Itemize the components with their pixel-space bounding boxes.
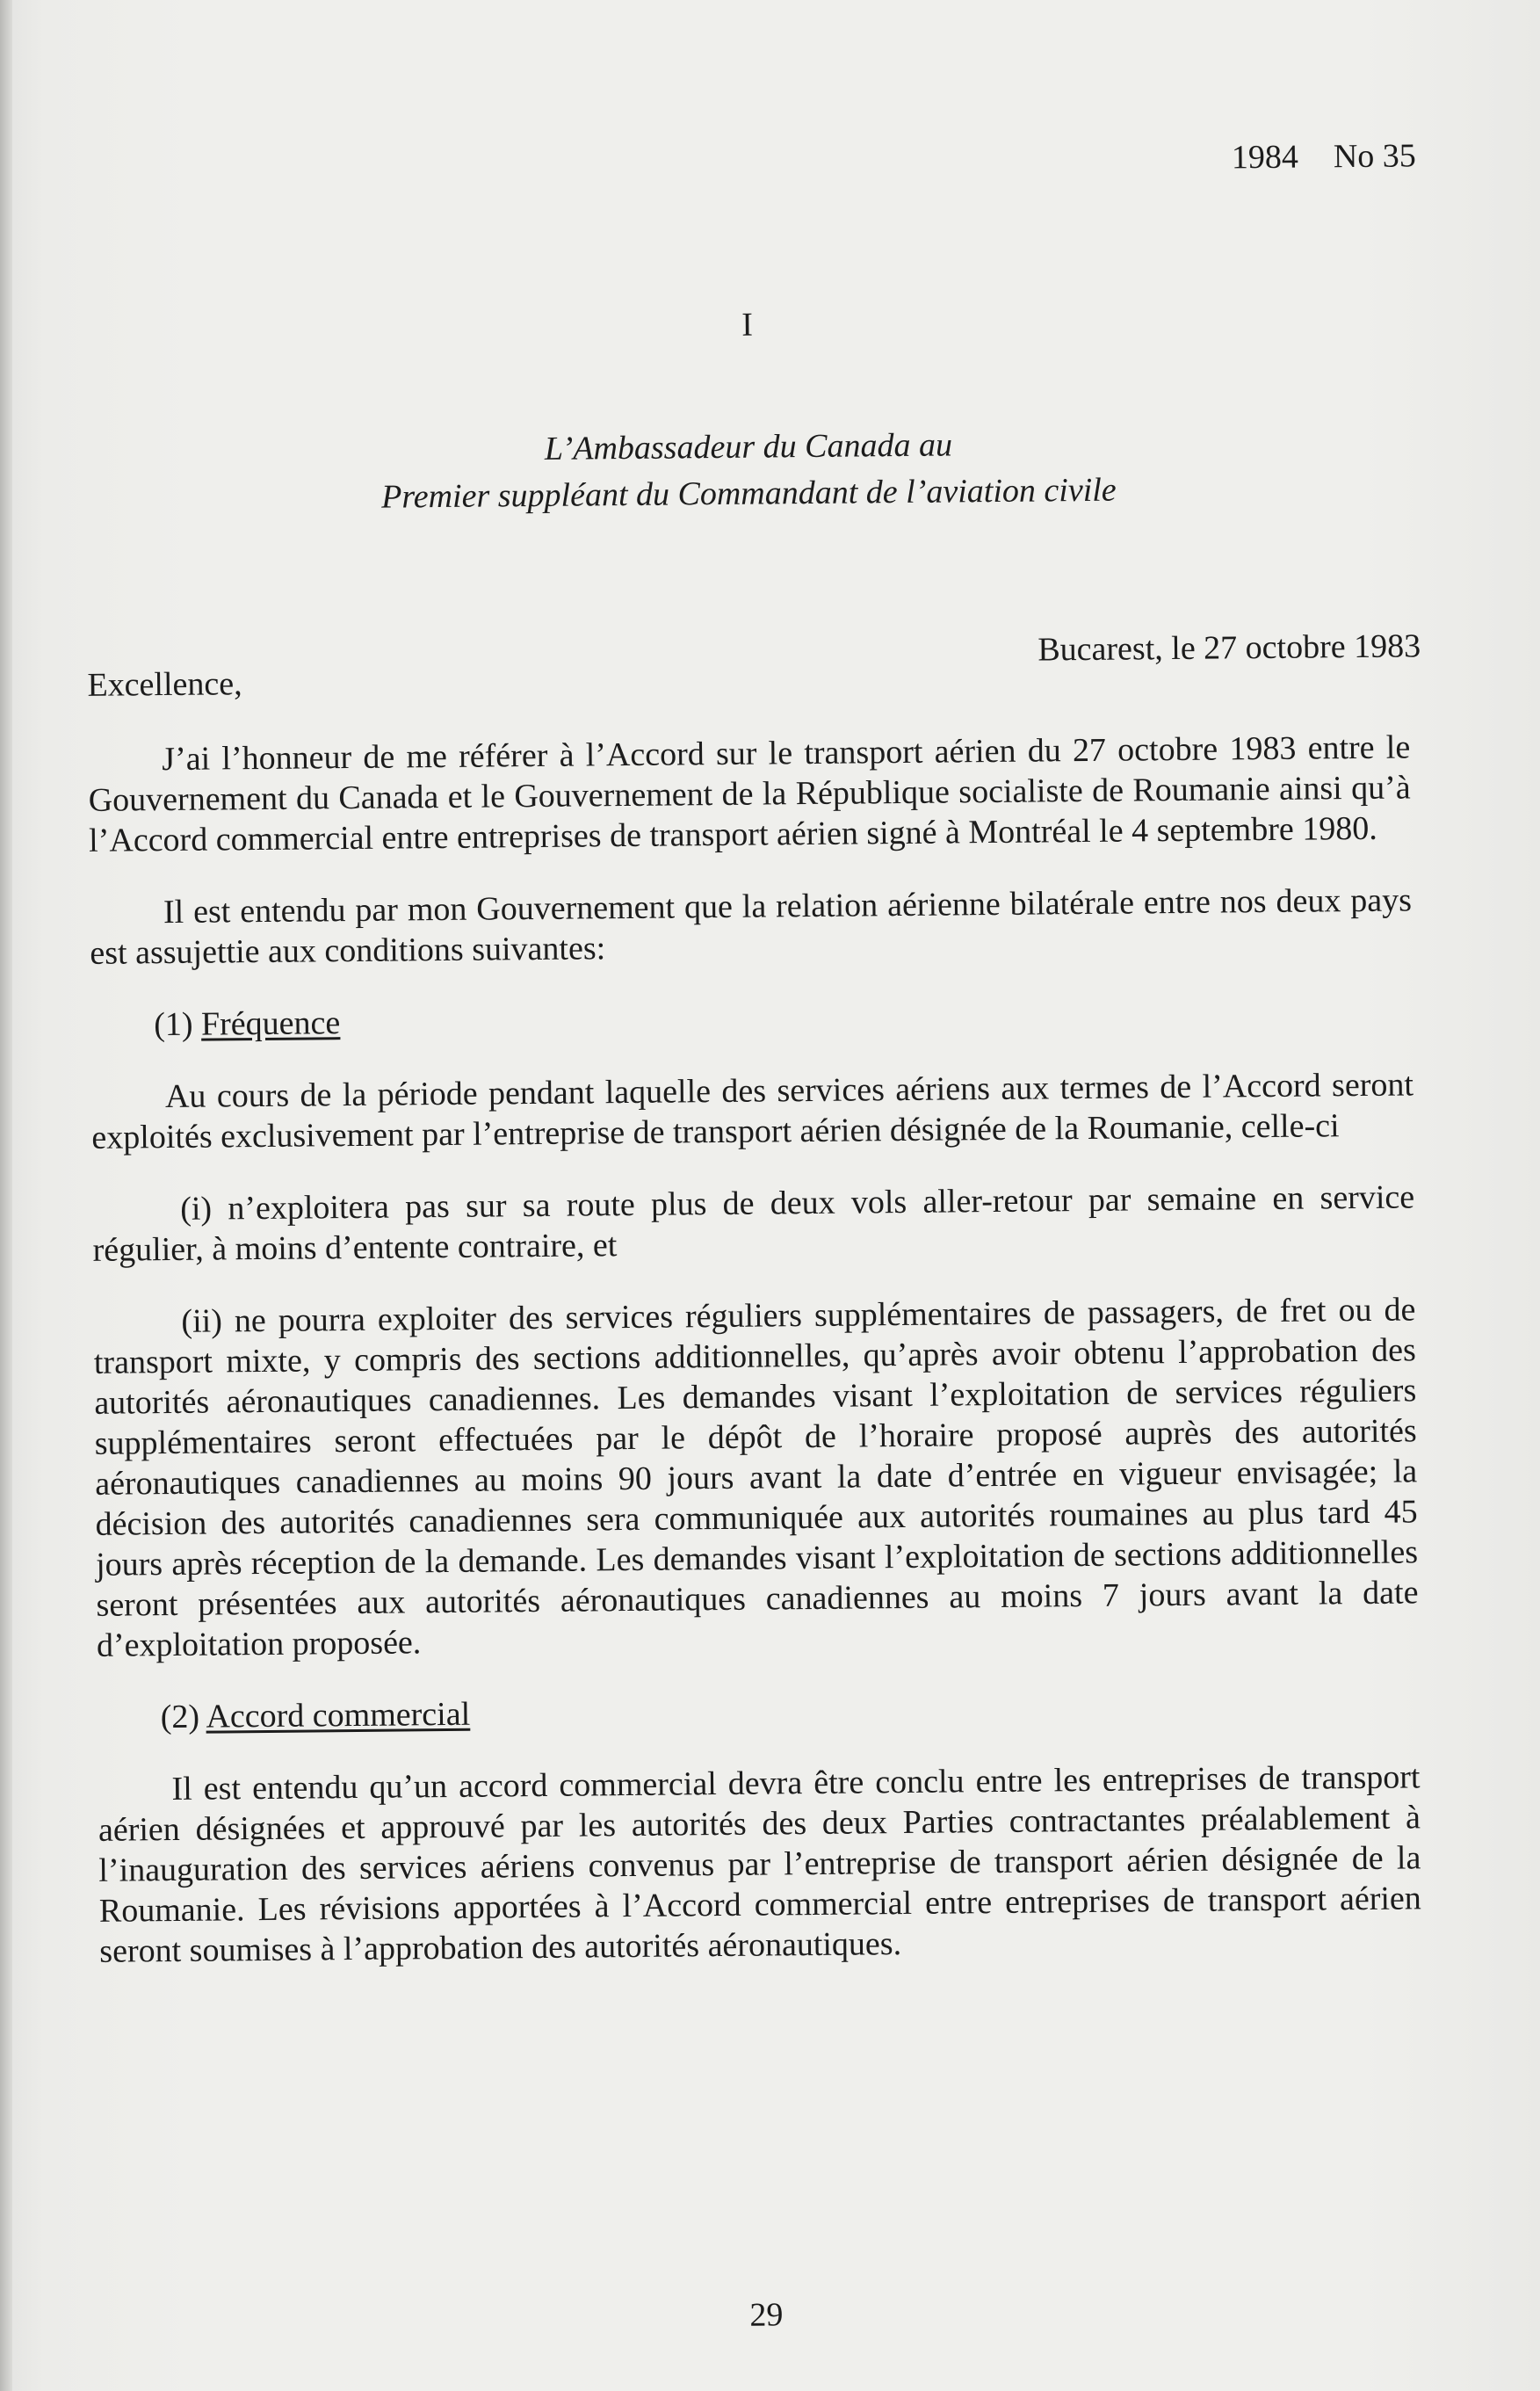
heading-1-number: (1) [153,1005,202,1044]
header-year: 1984 [1231,138,1299,177]
paragraph-3: Au cours de la période pendant laquelle des services aériens aux termes de l’Accord seront exploités exclusivement par l’entreprise de transport aérien désignée de la Roumanie, celle-ci [91,1066,1414,1156]
paragraph-6: Il est entendu qu’un accord commercial devra être conclu entre les entreprises de transport aérien désignées et approuvé par les autorités des deux Parties contractantes préalablement à l’inauguration des services aériens convenus par l’entreprise de transport aérien désignée de la Roumanie. Les révisions apportées à l’Accord commercial entre entreprises de transport aérien seront soumises à l’approbation des autorités aéronautiques. [98,1758,1422,1970]
page-number: 29 [749,2296,784,2334]
section-number: I [741,306,754,344]
letter-body [88,727,1422,2003]
place-date: Bucarest, le 27 octobre 1983 [1038,627,1421,669]
heading-frequence [154,992,1413,1045]
addressee-line-1: L’Ambassadeur du Canada au [544,426,953,467]
paragraph-1: J’ai l’honneur de me référer à l’Accord sur le transport aérien du 27 octobre 1983 entre le Gouvernement du Canada et le Gouvernement de la République socialiste de Roumanie ainsi qu’à l’Accord commercial entre entreprises de transport aérien signé à Montréal le 4 septembre 1980. [88,728,1411,859]
paragraph-2: Il est entendu par mon Gouvernement que la relation aérienne bilatérale entre nos deux pays est assujettie aux conditions suivantes: [90,881,1413,972]
binding-gutter [0,0,12,2391]
paragraph-5: (ii) ne pourra exploiter des services réguliers supplémentaires de passagers, de fret ou de transport mixte, y compris des sections additionnelles, qu’après avoir obtenu l’approbation des autorités aéronautiques canadiennes. Les demandes visant l’exploitation de services réguliers supplémentaires seront effectuées par le dépôt de l’horaire proposé auprès des autorités aéronautiques canadiennes au moins 90 jours avant la date d’entrée en vigueur envisagée; la décision des autorités canadiennes sera communiquée aux autorités roumaines au plus tard 45 jours après réception de la demande. Les demandes visant l’exploitation de sections additionnelles seront présentées aux autorités aéronautiques canadiennes au moins 7 jours avant la date d’exploitation proposée. [93,1291,1419,1664]
page-header [1232,136,1416,177]
heading-accord-commercial [161,1685,1420,1737]
paragraph-4: (i) n’exploitera pas sur sa route plus de deux vols aller-retour par semaine en service régulier, à moins d’entente contraire, et [92,1178,1415,1269]
addressee [78,417,1420,524]
salutation: Excellence, [87,665,242,704]
heading-2-number: (2) [160,1698,206,1736]
heading-2-title: Accord commercial [206,1695,471,1735]
header-number: No 35 [1333,137,1416,176]
addressee-line-2: Premier suppléant du Commandant de l’aviation civile [380,471,1117,516]
heading-1-title: Fréquence [200,1004,341,1043]
